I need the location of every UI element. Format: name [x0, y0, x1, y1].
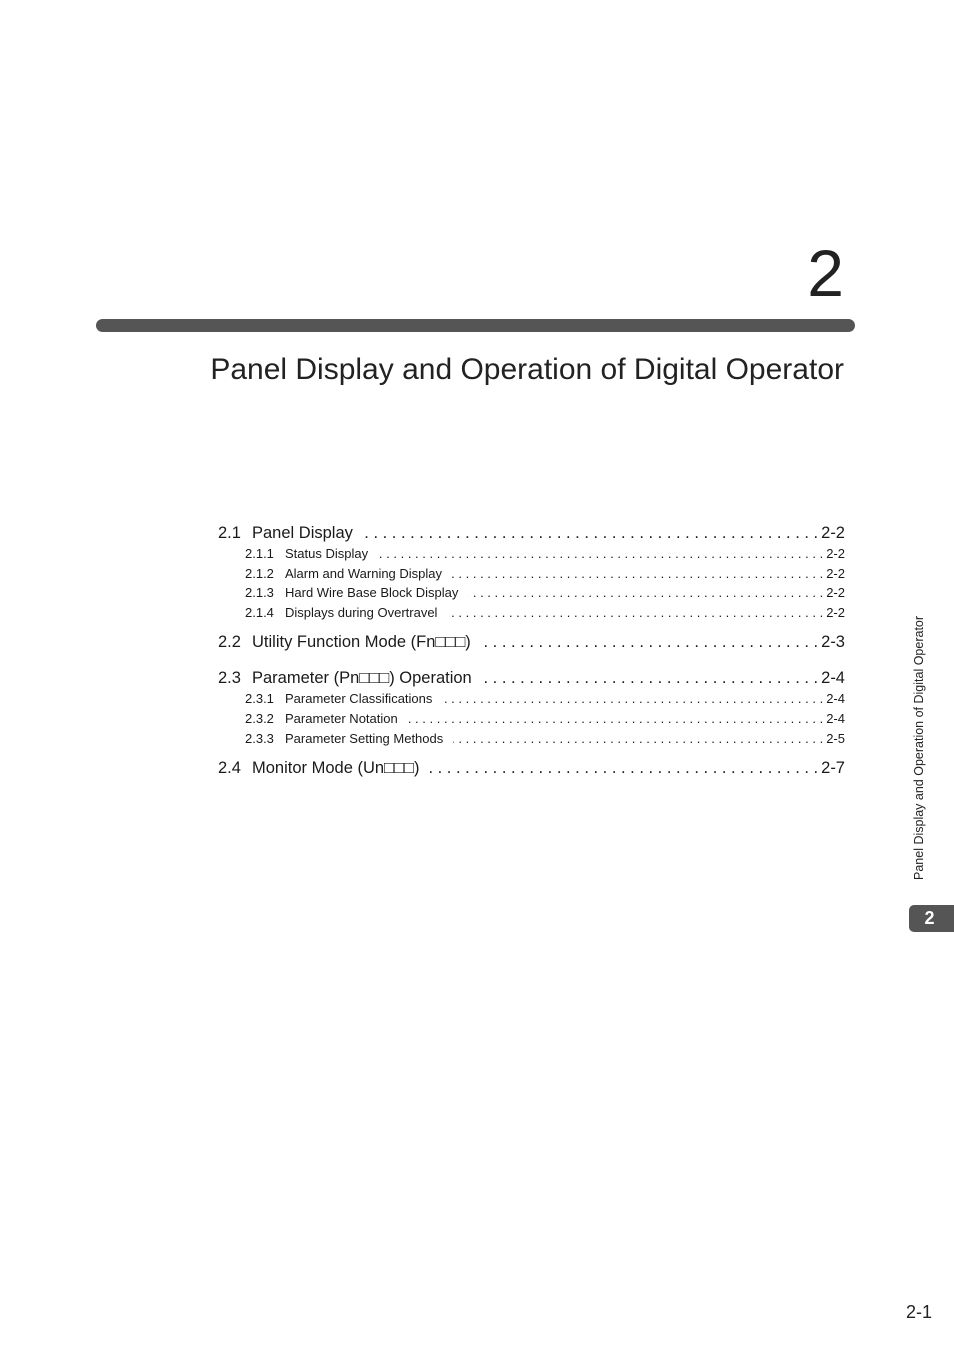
- toc-leader: [482, 667, 818, 689]
- toc-page: 2-7: [821, 759, 845, 778]
- toc-entry-2-1-4[interactable]: [218, 603, 845, 623]
- toc-page: 2-4: [821, 669, 845, 688]
- toc-entry-2-1-1[interactable]: [218, 544, 845, 564]
- page-number: 2-1: [905, 1302, 932, 1322]
- toc-leader: [447, 603, 823, 623]
- toc-leader: [378, 544, 823, 564]
- toc-label: Parameter Setting Methods: [285, 730, 444, 746]
- toc-label: Utility Function Mode (Fn□□□): [252, 633, 471, 652]
- toc-page: 2-4: [826, 710, 845, 726]
- toc-page: 2-2: [821, 524, 845, 542]
- toc-entry-2-3[interactable]: [218, 667, 845, 689]
- chapter-number: 2: [807, 236, 844, 310]
- toc-number: 2.3.1: [245, 691, 274, 707]
- toc-label: Monitor Mode (Un□□□): [252, 759, 420, 778]
- toc-entry-2-3-1[interactable]: [218, 689, 845, 709]
- toc-number: 2.1.4: [245, 604, 274, 620]
- chapter-title: Panel Display and Operation of Digital Operator: [210, 353, 844, 386]
- chapter-tab: 2: [909, 905, 954, 932]
- toc-page: 2-4: [826, 691, 845, 707]
- toc-leader: [363, 522, 818, 544]
- toc-number: 2.2: [218, 633, 241, 652]
- toc-leader: [442, 689, 823, 709]
- toc-page: 2-2: [826, 604, 845, 620]
- toc-number: 2.4: [218, 759, 241, 778]
- toc-page: 2-3: [821, 633, 845, 652]
- toc-leader: [453, 729, 823, 749]
- toc-entry-2-2[interactable]: [218, 631, 845, 653]
- toc-label: Panel Display: [252, 524, 353, 542]
- toc-number: 2.1.3: [245, 585, 274, 601]
- toc-number: 2.3.3: [245, 730, 274, 746]
- toc-entry-2-1[interactable]: [218, 522, 845, 544]
- toc-entry-2-1-3[interactable]: [218, 583, 845, 603]
- toc-entry-2-3-3[interactable]: [218, 729, 845, 749]
- toc-number: 2.3: [218, 669, 241, 688]
- toc-entry-2-4[interactable]: [218, 757, 845, 779]
- toc-leader: [481, 631, 818, 653]
- toc-number: 2.1.1: [245, 546, 274, 561]
- toc-leader: [408, 709, 823, 729]
- side-chapter-label: Panel Display and Operation of Digital Operator: [912, 615, 926, 880]
- toc-number: 2.1: [218, 524, 241, 542]
- toc-number: 2.3.2: [245, 710, 274, 726]
- toc-entry-2-3-2[interactable]: [218, 709, 845, 729]
- toc-leader: [452, 564, 823, 584]
- toc-page: 2-2: [826, 565, 845, 581]
- toc-label: Parameter Classifications: [285, 691, 433, 707]
- toc-number: 2.1.2: [245, 565, 274, 581]
- toc-page: 2-2: [826, 546, 845, 561]
- toc-label: Alarm and Warning Display: [285, 565, 443, 581]
- table-of-contents: [218, 522, 845, 779]
- toc-leader: [468, 583, 823, 603]
- toc-entry-2-1-2[interactable]: [218, 564, 845, 584]
- toc-label: Displays during Overtravel: [285, 604, 438, 620]
- toc-page: 2-5: [826, 730, 845, 746]
- toc-leader: [429, 757, 818, 779]
- chapter-divider: [96, 319, 855, 332]
- toc-label: Parameter (Pn□□□) Operation: [252, 669, 472, 688]
- toc-label: Status Display: [285, 546, 369, 561]
- toc-label: Hard Wire Base Block Display: [285, 585, 459, 601]
- toc-page: 2-2: [826, 585, 845, 601]
- toc-label: Parameter Notation: [285, 710, 398, 726]
